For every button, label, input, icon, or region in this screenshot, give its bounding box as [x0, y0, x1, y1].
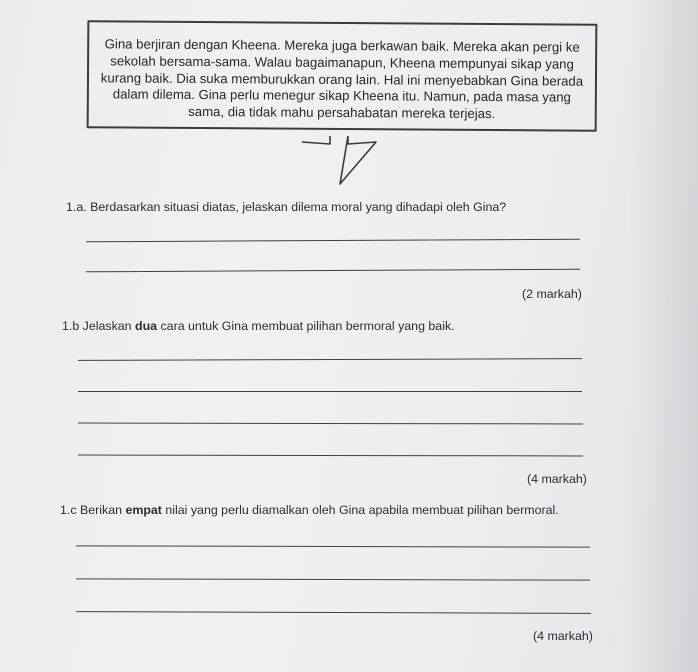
question-1b	[62, 319, 455, 333]
question-1a: 1.a. Berdasarkan situasi diatas, jelaskan dilema moral yang dihadapi oleh Gina?	[66, 200, 507, 214]
answer-line[interactable]	[78, 391, 582, 392]
marks-1a: (2 markah)	[522, 287, 582, 301]
question-1c-text: 1.c Berikan	[60, 503, 126, 517]
question-1b-emphasis: dua	[135, 319, 158, 333]
question-1c-text-end: nilai yang perlu diamalkan oleh Gina apabila membuat pilihan bermoral.	[161, 503, 559, 517]
down-arrow-icon	[290, 136, 390, 188]
marks-1b: (4 markah)	[527, 472, 587, 486]
passage-text: Gina berjiran dengan Kheena. Mereka juga berkawan baik. Mereka akan pergi ke sekolah bersama-sama. Walau bagaimanapun, Kheena mempunyai sikap yang kurang baik. Dia suka memburukkan orang lain. Hal ini menyebabkan Gina berada dalam dilema. Gina perlu menegur sikap Kheena itu. Namun, pada masa yang sama, dia tidak mahu persahabatan mereka terjejas.	[100, 36, 584, 122]
question-1c	[60, 503, 559, 517]
passage-box	[87, 20, 598, 132]
question-1b-text: 1.b Jelaskan	[62, 319, 136, 333]
marks-1c: (4 markah)	[533, 629, 593, 643]
question-1c-emphasis: empat	[125, 503, 162, 517]
page-edge-shadow	[628, 0, 698, 672]
question-1b-text-end: cara untuk Gina membuat pilihan bermoral yang baik.	[157, 319, 455, 333]
